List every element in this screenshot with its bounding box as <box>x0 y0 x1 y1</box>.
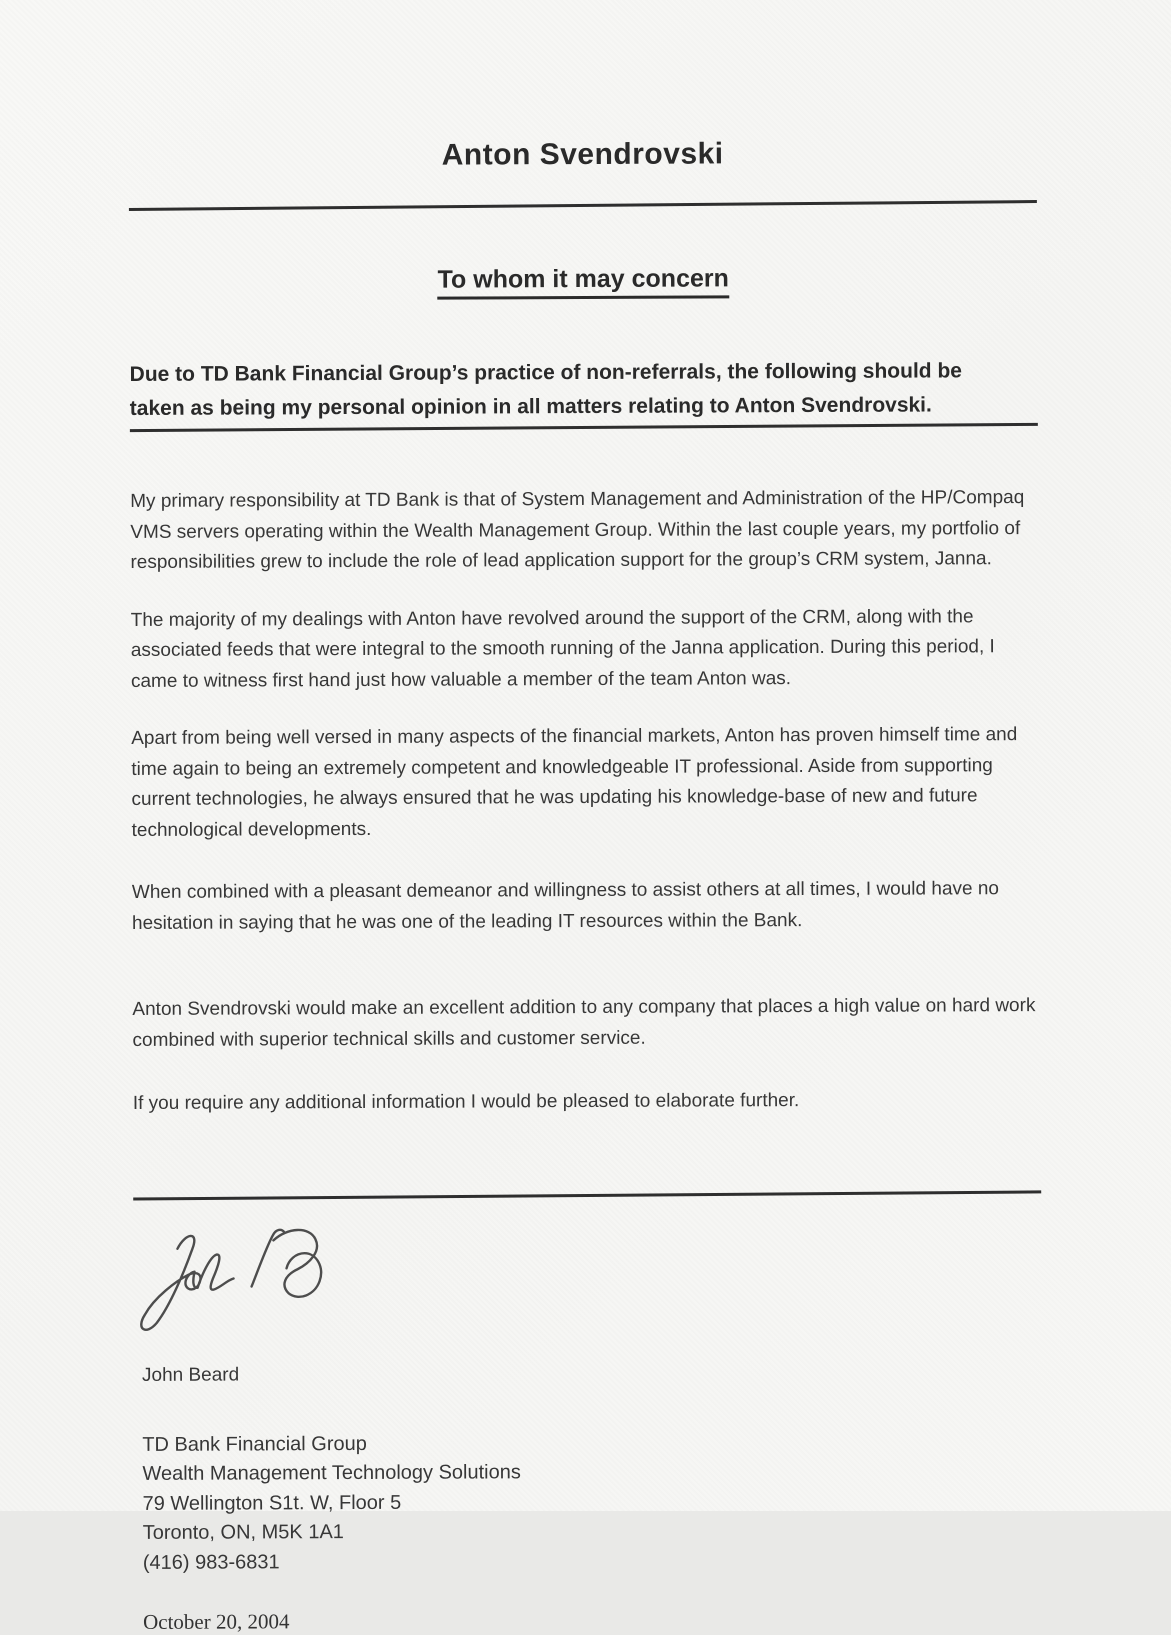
letter-date: October 20, 2004 <box>143 1609 290 1634</box>
salutation-heading <box>129 263 1037 296</box>
body-paragraph-5: Anton Svendrovski would make an excellent addition to any company that places a high value on hard work combined with superior technical skills and customer service. <box>132 995 1036 1051</box>
company-name: TD Bank Financial Group <box>142 1432 367 1456</box>
address-line-2: Toronto, ON, M5K 1A1 <box>142 1521 344 1544</box>
page-title: Anton Svendrovski <box>441 137 724 172</box>
disclaimer-paragraph: Due to TD Bank Financial Group’s practice of non-referrals, the following should be taken as being my personal opinion in all matters relating to Anton Svendrovski. <box>129 359 962 420</box>
contact-block <box>142 1427 1043 1578</box>
signer-name: John Beard <box>141 1364 240 1386</box>
handwritten-signature-icon <box>133 1223 384 1346</box>
letter-content <box>128 0 1043 1635</box>
body-paragraph-3: Apart from being well versed in many aspects of the financial markets, Anton has proven himself time and time again to being an extremely competent and knowledgeable IT professional. Aside from supporting current technologies, he always ensured that he was updating his knowledge-base of new and future technological developments. <box>131 724 1018 841</box>
body-paragraph-4: When combined with a pleasant demeanor and willingness to assist others at all times, I would have no hesitation in saying that he was one of the leading IT resources within the Bank. <box>131 878 1000 934</box>
salutation-text: To whom it may concern <box>438 264 729 299</box>
letter-body <box>130 483 1041 1119</box>
signature-block <box>133 1221 1042 1347</box>
horizontal-rule-signature <box>133 1190 1041 1200</box>
address-line-1: 79 Wellington S1t. W, Floor 5 <box>142 1491 402 1515</box>
department-name: Wealth Management Technology Solutions <box>142 1461 521 1485</box>
body-paragraph-6: If you require any additional information I would be pleased to elaborate further. <box>132 1090 800 1114</box>
body-paragraph-1: My primary responsibility at TD Bank is that of System Management and Administration of the HP/Compaq VMS servers operating within the Wealth Management Group. Within the last couple years, my portfolio of responsibilities grew to include the role of lead application support for the group’s CRM system, Janna. <box>130 487 1025 573</box>
phone-number: (416) 983-6831 <box>142 1550 280 1574</box>
body-paragraph-2: The majority of my dealings with Anton have revolved around the support of the CRM, along with the associated feeds that were integral to the smooth running of the Janna application. During this period, I came to witness first hand just how valuable a member of the team Anton was. <box>130 605 995 692</box>
horizontal-rule-top <box>129 200 1037 211</box>
